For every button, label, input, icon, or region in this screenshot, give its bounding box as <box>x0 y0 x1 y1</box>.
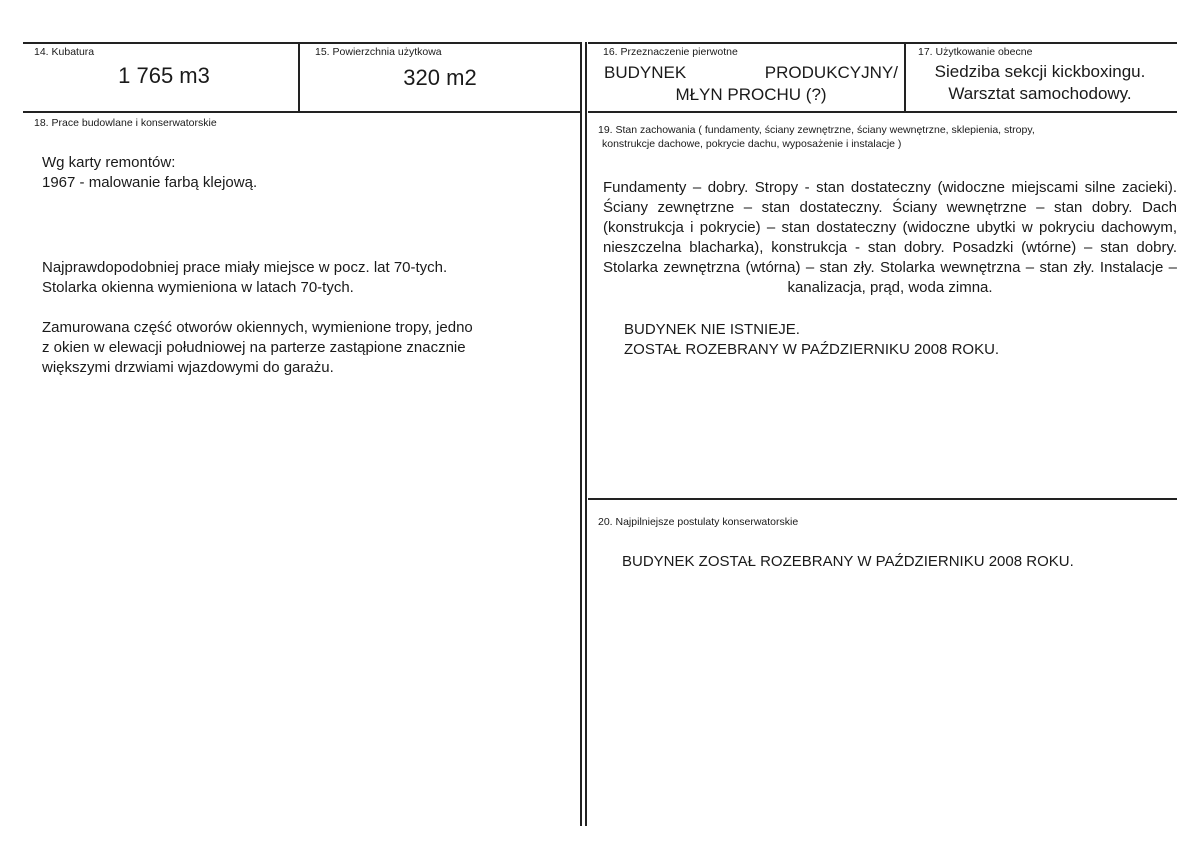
field-15-label: 15. Powierzchnia użytkowa <box>315 46 442 58</box>
field-17-value-line-2: Warsztat samochodowy. <box>948 84 1132 103</box>
field-17-value-line-1: Siedziba sekcji kickboxingu. <box>934 62 1146 81</box>
field-18-para-1-line-1: Wg karty remontów: <box>42 154 176 171</box>
top-border-left <box>23 42 581 44</box>
field-19-note <box>624 320 1164 360</box>
field-14-label: 14. Kubatura <box>34 46 95 58</box>
field-19-note-line-2: ZOSTAŁ ROZEBRANY W PAŹDZIERNIKU 2008 ROKU. <box>624 341 1000 358</box>
center-double-line-a <box>580 42 582 826</box>
field-18-para-3 <box>42 318 562 378</box>
field-18-para-2-line-2: Stolarka okienna wymieniona w latach 70-tych. <box>42 279 354 296</box>
field-14-value: 1 765 m3 <box>118 63 210 88</box>
top-border-right <box>588 42 1177 44</box>
field-18-para-3-line-3: większymi drzwiami wjazdowymi do garażu. <box>42 359 334 376</box>
field-17-value <box>908 61 1172 105</box>
field-19-note-line-1: BUDYNEK NIE ISTNIEJE. <box>624 321 800 338</box>
field-19-text: Fundamenty – dobry. Stropy - stan dostateczny (widoczne miejscami silne zacieki). Ściany zewnętrzne – stan dostateczny. Ściany wewnętrzne – stan dobry. Dach (konstrukcja i pokrycie) – stan dostateczny (widoczne ubytki w pokryciu dachowym, nieszczelna blacharka), konstrukcja - stan dobry. Posadzki (wtórne) – stan dobry. Stolarka zewnętrzna (wtórna) – stan zły. Stolarka wewnętrzna – stan zły. Instalacje – kanalizacja, prąd, woda zimna. <box>603 179 1177 296</box>
field-20-text: BUDYNEK ZOSTAŁ ROZEBRANY W PAŹDZIERNIKU 2008 ROKU. <box>622 553 1074 570</box>
field-18-para-2 <box>42 258 562 298</box>
row-divider-right <box>588 111 1177 113</box>
field-18-para-1 <box>42 153 562 193</box>
field-17-label: 17. Użytkowanie obecne <box>918 46 1033 58</box>
field-18-para-3-line-1: Zamurowana część otworów okiennych, wymienione tropy, jedno <box>42 319 473 336</box>
field-18-para-1-line-2: 1967 - malowanie farbą klejową. <box>42 174 258 191</box>
field-15-value: 320 m2 <box>403 65 477 90</box>
field-20-label: 20. Najpilniejsze postulaty konserwatorskie <box>598 516 799 528</box>
field-19-label-line-2: konstrukcje dachowe, pokrycie dachu, wyposażenie i instalacje ) <box>602 138 902 150</box>
field-16-label: 16. Przeznaczenie pierwotne <box>603 46 738 58</box>
field-18-label: 18. Prace budowlane i konserwatorskie <box>34 117 217 129</box>
center-double-line-b <box>585 42 587 826</box>
row-divider-left <box>23 111 581 113</box>
section-divider-19-20 <box>588 498 1177 500</box>
field-16-value-line-1: BUDYNEK PRODUKCYJNY/ <box>604 63 898 82</box>
field-16-value <box>604 62 898 106</box>
divider-16-17 <box>904 42 906 112</box>
field-18-para-2-line-1: Najprawdopodobniej prace miały miejsce w pocz. lat 70-tych. <box>42 259 448 276</box>
field-18-para-3-line-2: z okien w elewacji południowej na parterze zastąpione znacznie <box>42 339 466 356</box>
divider-14-15 <box>298 42 300 112</box>
field-16-value-line-2: MŁYN PROCHU (?) <box>675 85 827 104</box>
field-19-label-line-1: 19. Stan zachowania ( fundamenty, ściany zewnętrzne, ściany wewnętrzne, sklepienia, stropy, <box>598 124 1035 136</box>
